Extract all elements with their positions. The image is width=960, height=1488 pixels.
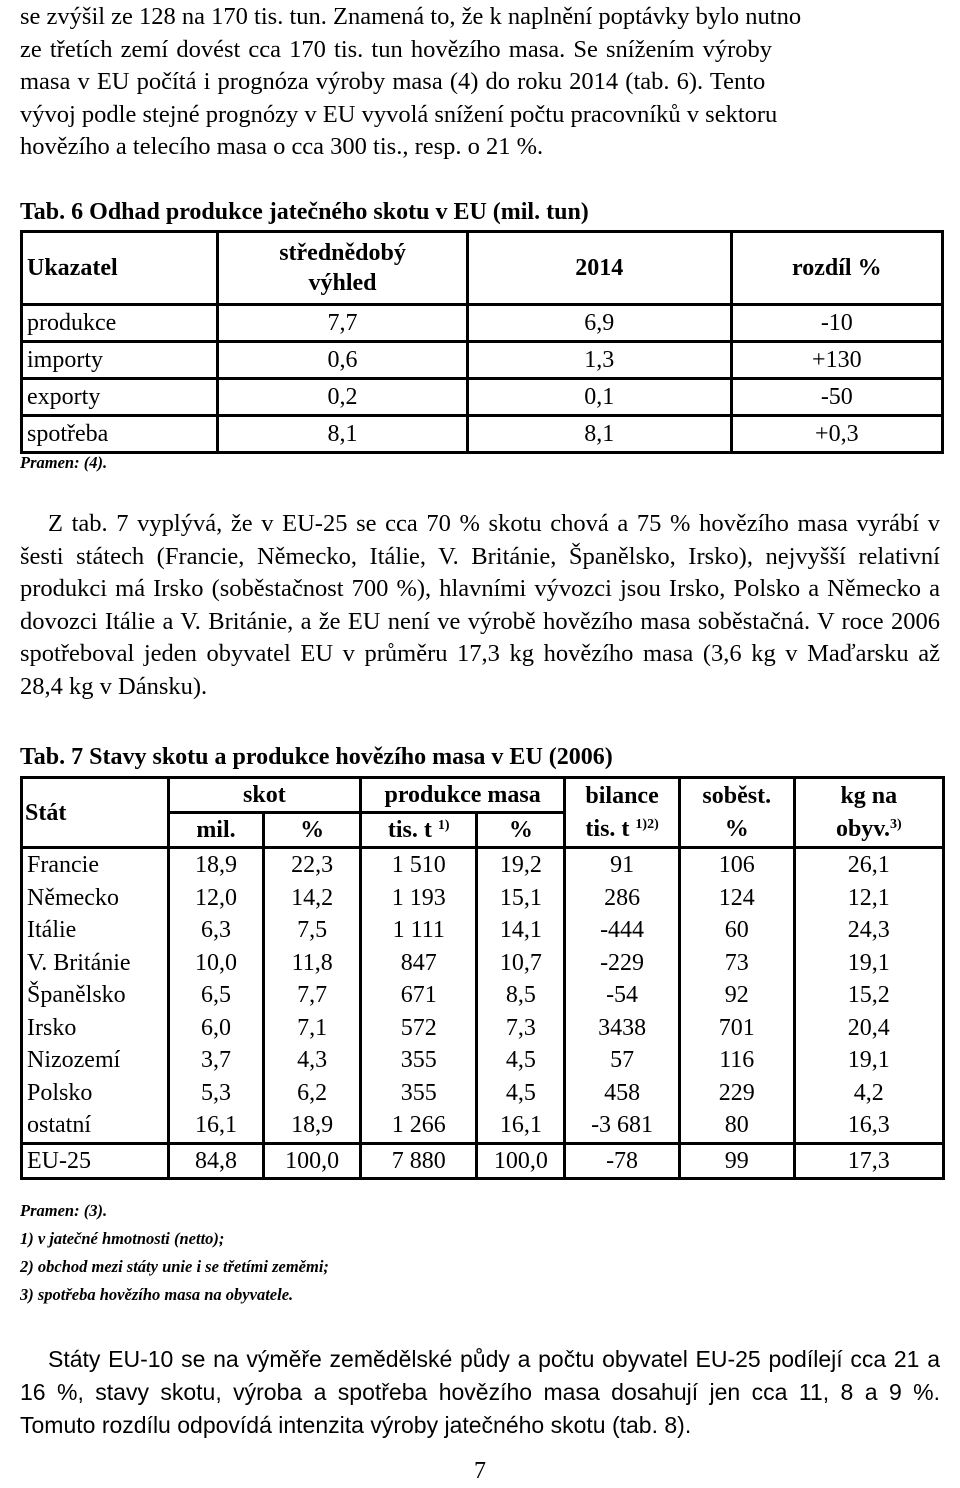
table7-note: 3) spotřeba hovězího masa na obyvatele. xyxy=(20,1285,294,1304)
table7-cell: 19,1 xyxy=(794,947,943,980)
table7-cell: 14,1 xyxy=(477,914,565,947)
table6-cell: produkce xyxy=(22,305,218,342)
table6-cell: 7,7 xyxy=(218,305,468,342)
table7-caption: Tab. 7 Stavy skotu a produkce hovězího masa v EU (2006) xyxy=(20,744,613,770)
table6-cell: 0,1 xyxy=(467,379,731,416)
table7-cell: 99 xyxy=(679,1143,794,1179)
table7-source: Pramen: (3). xyxy=(20,1201,108,1220)
table7-note: 2) obchod mezi státy unie i se třetími zeměmi; xyxy=(20,1257,329,1276)
table7-row xyxy=(22,848,944,882)
table7-cell: 847 xyxy=(361,947,477,980)
table7-notes xyxy=(20,1197,329,1309)
table7-state-cell: EU-25 xyxy=(22,1143,169,1179)
middle-paragraph: Z tab. 7 vyplývá, že v EU-25 se cca 70 % skotu chová a 75 % hovězího masa vyrábí v šesti státech (Francie, Německo, Itálie, V. Británie, Španělsko, Irsko), nejvyšší relativní produkci má Irsko (soběstačnost 700 %), hlavními vývozci jsou Irsko, Polsko a Německo a dovozci Itálie a V. Británie, a že EU není ve výrobě hovězího masa soběstačná. V roce 2006 spotřeboval jeden obyvatel EU v průměru 17,3 kg hovězího masa (3,6 kg v Maďarsku až 28,4 kg v Dánsku). xyxy=(20,510,940,700)
table6-cell: +130 xyxy=(731,342,942,379)
table7-cell: 14,2 xyxy=(264,882,361,915)
table7-header-kg: kg na xyxy=(794,778,943,813)
table6-row xyxy=(22,379,943,416)
table7-cell: 355 xyxy=(361,1044,477,1077)
table7-row xyxy=(22,914,944,947)
table7-cell: 116 xyxy=(679,1044,794,1077)
table7-cell: 60 xyxy=(679,914,794,947)
table6 xyxy=(20,230,944,454)
table6-row xyxy=(22,305,943,342)
table7-cell: 19,1 xyxy=(794,1044,943,1077)
table7-header-skot: skot xyxy=(168,778,360,813)
table7-state-cell: Polsko xyxy=(22,1077,169,1110)
table7-header-bilance: bilance xyxy=(565,778,680,813)
table7-cell: 92 xyxy=(679,979,794,1012)
table6-header-vyhled: střednědobý výhled xyxy=(218,232,468,305)
table7-cell: 57 xyxy=(565,1044,680,1077)
table7-cell: 458 xyxy=(565,1077,680,1110)
table7-cell: 6,0 xyxy=(168,1012,264,1045)
table7-row xyxy=(22,1077,944,1110)
table7-cell: 124 xyxy=(679,882,794,915)
table7-cell: 7,7 xyxy=(264,979,361,1012)
table6-row xyxy=(22,416,943,453)
table7-state-cell: Německo xyxy=(22,882,169,915)
intro-line: vývoj podle stejné prognózy v EU vyvolá snížení počtu pracovníků v sektoru xyxy=(20,100,778,128)
table7-cell: 11,8 xyxy=(264,947,361,980)
table7-cell: 7,1 xyxy=(264,1012,361,1045)
table6-cell: -10 xyxy=(820,310,853,336)
table7-cell: 5,3 xyxy=(168,1077,264,1110)
table7-cell: -3 681 xyxy=(565,1109,680,1143)
table7-row xyxy=(22,979,944,1012)
table7-cell: 100,0 xyxy=(477,1143,565,1179)
table7-cell: 100,0 xyxy=(264,1143,361,1179)
table7-cell: 106 xyxy=(679,848,794,882)
table7 xyxy=(20,776,945,1180)
table7-cell: 7,5 xyxy=(264,914,361,947)
table7-cell: 7,3 xyxy=(477,1012,565,1045)
table6-cell: 6,9 xyxy=(467,305,731,342)
table7-cell: 8,5 xyxy=(477,979,565,1012)
intro-paragraph xyxy=(20,0,942,164)
table6-caption: Tab. 6 Odhad produkce jatečného skotu v EU (mil. tun) xyxy=(20,199,589,225)
table7-cell: 3,7 xyxy=(168,1044,264,1077)
table7-cell: 6,2 xyxy=(264,1077,361,1110)
table7-cell: -78 xyxy=(565,1143,680,1179)
table7-cell: 10,0 xyxy=(168,947,264,980)
table6-cell: 1,3 xyxy=(467,342,731,379)
table7-cell: 16,3 xyxy=(794,1109,943,1143)
table7-cell: 10,7 xyxy=(477,947,565,980)
table7-cell: 18,9 xyxy=(168,848,264,882)
table6-cell: 8,1 xyxy=(218,416,468,453)
table7-cell: 15,2 xyxy=(794,979,943,1012)
table7-state-cell: ostatní xyxy=(22,1109,169,1143)
table7-cell: 6,3 xyxy=(168,914,264,947)
intro-line: se zvýšil ze 128 na 170 tis. tun. Znamená to, že k naplnění poptávky bylo nutno xyxy=(20,3,802,30)
table6-header-rozdil: rozdíl % xyxy=(731,232,942,305)
table7-cell: 4,3 xyxy=(264,1044,361,1077)
table6-cell: 8,1 xyxy=(467,416,731,453)
table6-cell: exporty xyxy=(22,379,218,416)
table7-cell: 4,5 xyxy=(477,1044,565,1077)
table7-cell: 20,4 xyxy=(794,1012,943,1045)
table7-cell: 16,1 xyxy=(168,1109,264,1143)
table7-state-cell: V. Británie xyxy=(22,947,169,980)
table7-sub-tist: tis. t $^{1)}$ xyxy=(361,813,477,848)
table7-cell: 1 266 xyxy=(361,1109,477,1143)
table7-cell: 80 xyxy=(679,1109,794,1143)
table7-cell: 1 510 xyxy=(361,848,477,882)
table6-cell: 0,2 xyxy=(218,379,468,416)
table6-cell: -50 xyxy=(731,379,942,416)
table6-cell: 0,6 xyxy=(218,342,468,379)
table7-sub-obyv: obyv.$^{3)}$ xyxy=(794,813,943,848)
table7-cell: 1 111 xyxy=(361,914,477,947)
table7-cell: 4,2 xyxy=(794,1077,943,1110)
table7-cell: 7 880 xyxy=(361,1143,477,1179)
table7-sub-pct: % xyxy=(679,813,794,848)
table7-cell: -229 xyxy=(565,947,680,980)
page-number: 7 xyxy=(474,1458,486,1484)
intro-line: ze třetích zemí dovést cca 170 tis. tun hovězího masa. Se snížením výroby xyxy=(20,35,772,63)
table7-sub-tist-bilance: tis. t $^{1)2)}$ xyxy=(565,813,680,848)
table7-cell: 19,2 xyxy=(477,848,565,882)
table7-note: 1) v jatečné hmotnosti (netto); xyxy=(20,1229,225,1248)
final-paragraph: Státy EU-10 se na výměře zemědělské půdy a počtu obyvatel EU-25 podílejí cca 21 a 16 %, stavy skotu, výroba a spotřeba hovězího masa dosahují jen cca 11, 8 a 9 %. Tomuto rozdílu odpovídá intenzita výroby jatečného skotu (tab. 8). xyxy=(20,1346,940,1438)
table7-state-cell: Francie xyxy=(22,848,169,882)
table7-cell: 12,0 xyxy=(168,882,264,915)
table7-state-cell: Španělsko xyxy=(22,979,169,1012)
table7-cell: 16,1 xyxy=(477,1109,565,1143)
table6-cell: importy xyxy=(22,342,218,379)
table7-cell: 701 xyxy=(679,1012,794,1045)
table7-cell: 26,1 xyxy=(794,848,943,882)
table7-cell: 12,1 xyxy=(794,882,943,915)
table7-row xyxy=(22,1012,944,1045)
table7-cell: 15,1 xyxy=(477,882,565,915)
table7-state-cell: Irsko xyxy=(22,1012,169,1045)
table7-cell: 6,5 xyxy=(168,979,264,1012)
table6-header-ukazatel: Ukazatel xyxy=(22,232,218,305)
table6-row xyxy=(22,342,943,379)
table6-header-row xyxy=(22,232,943,305)
table7-header-sobest: soběst. xyxy=(679,778,794,813)
table7-cell: 91 xyxy=(565,848,680,882)
table7-sub-pct: % xyxy=(477,813,565,848)
table7-cell: 286 xyxy=(565,882,680,915)
table7-cell: 17,3 xyxy=(794,1143,943,1179)
table7-cell: -54 xyxy=(565,979,680,1012)
table7-cell: -444 xyxy=(565,914,680,947)
table7-cell: 572 xyxy=(361,1012,477,1045)
table7-cell: 355 xyxy=(361,1077,477,1110)
table7-cell: 24,3 xyxy=(794,914,943,947)
table7-row xyxy=(22,1143,944,1179)
table7-cell: 84,8 xyxy=(168,1143,264,1179)
table7-cell: 73 xyxy=(679,947,794,980)
table7-row xyxy=(22,882,944,915)
table7-row xyxy=(22,1109,944,1143)
table7-sub-pct: % xyxy=(264,813,361,848)
table7-row xyxy=(22,1044,944,1077)
table7-header-produkce: produkce masa xyxy=(361,778,565,813)
intro-line: masa v EU počítá i prognóza výroby masa (4) do roku 2014 (tab. 6). Tento xyxy=(20,68,766,95)
table7-row xyxy=(22,947,944,980)
table7-state-cell: Itálie xyxy=(22,914,169,947)
table6-header-2014: 2014 xyxy=(467,232,731,305)
table6-source: Pramen: (4). xyxy=(20,453,108,472)
table7-body xyxy=(22,848,944,1179)
table7-sub-mil: mil. xyxy=(168,813,264,848)
table7-header-stat: Stát xyxy=(22,778,169,848)
table7-cell: 1 193 xyxy=(361,882,477,915)
table7-state-cell: Nizozemí xyxy=(22,1044,169,1077)
intro-line: hovězího a telecího masa o cca 300 tis., resp. o 21 %. xyxy=(20,133,544,160)
table7-cell: 18,9 xyxy=(264,1109,361,1143)
table6-cell: spotřeba xyxy=(22,416,218,453)
table7-cell: 22,3 xyxy=(264,848,361,882)
table7-cell: 3438 xyxy=(565,1012,680,1045)
table6-cell: +0,3 xyxy=(731,416,942,453)
table7-cell: 4,5 xyxy=(477,1077,565,1110)
table7-cell: 229 xyxy=(679,1077,794,1110)
table7-cell: 671 xyxy=(361,979,477,1012)
